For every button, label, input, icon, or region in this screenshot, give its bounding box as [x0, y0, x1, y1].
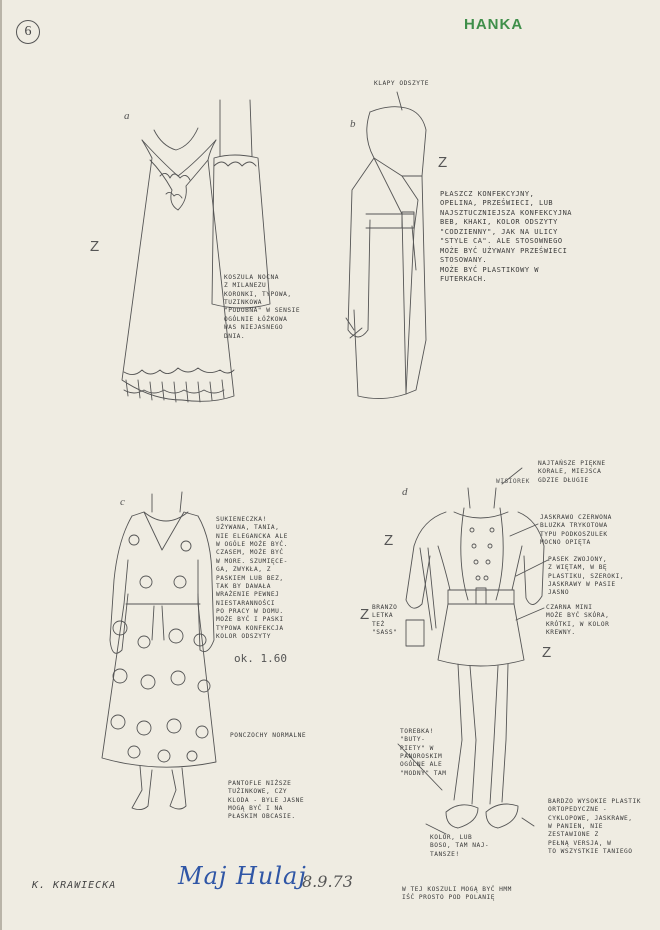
figure-d-necklace-label: WISIOREK: [496, 478, 530, 485]
figure-d-mark-1: Z: [384, 532, 394, 549]
figure-b-mark: Z: [438, 154, 448, 171]
figure-a-mark: Z: [90, 238, 100, 255]
figure-d-letter: d: [402, 486, 408, 498]
figure-d-socks-note: KOLOR, LUB BOSO, TAM NAJ- TANSZE!: [430, 834, 490, 858]
figure-b-letter: b: [350, 118, 356, 130]
page-number: 6: [16, 20, 40, 44]
figure-c-slippers-note: PANTOFLE NIŻSZE TUŻINKOWE, CZY KLODA - BYLE JASNE MOGĄ BYĆ I NA PŁASKIM OBCASIE.: [228, 780, 305, 821]
figure-d-mark-2: Z: [360, 606, 370, 623]
character-name: HANKA: [464, 16, 524, 33]
figure-d-shoes-note: BARDZO WYSOKIE PLASTIK ORTOPEDYCZNE - CYKLOPOWE, JASKRAWE, W PANIEN, NIE ZESTAWIONE Z PEŁNĄ VERSJA, W TO WSZYSTKIE TANIEGO: [548, 798, 641, 856]
signature-date: 8.9.73: [302, 872, 353, 891]
approval-signature: Maj Hulaj: [178, 862, 307, 890]
figure-c-height-label: ok. 1.60: [234, 652, 287, 665]
figure-c-letter: c: [120, 496, 125, 508]
figure-d-mark-3: Z: [542, 644, 552, 661]
figure-d-bag-left-note: BRANZO LETKA TEŻ "SASS": [372, 604, 398, 637]
figure-c-stockings-note: PONCZOCHY NORMALNE: [230, 732, 307, 739]
figure-d-bag-note: TOREBKA! "BUTY- PIETY" W PANOROSKIM OGÓLNE ALE "MODNY" TAM: [400, 728, 447, 777]
figure-d-belt-note: PASEK ZWOJONY, Z WIĘTAM, W BĘ PLASTIKU, SZEROKI, JASKRAWY W PASIE JASNO: [548, 556, 625, 597]
figure-a-note: KOSZULA NOCNA Z MILANEZU KORONKI, TYPOWA, TUZINKOWA "PODOBNA" W SENSIE OGÓLNIE ŁÓŻKOWA WAS NIEJASNEGO DNIA.: [224, 274, 301, 340]
figure-c-note: SUKIENECZKA! UŻYWANA, TANIA, NIE ELEGANCKA ALE W OGÓLE MOŻE BYĆ. CZASEM, MOŻE BYĆ W MORE. SZUMIĘCE- GA, ZWYKŁA, Z PASKIEM LUB BEZ, TAK BY DAWAŁA WRAŻENIE PEWNEJ NIESTARANNOŚCI PO PRACY W DOMU. MOŻE BYĆ I PASKI TYPOWA KONFEKCJA KOLOR ODSZYTY: [216, 516, 288, 641]
figure-d-skirt-note: CZARNA MINI MOŻE BYĆ SKÓRA, KRÓTKI, W KOLOR KREWNY.: [546, 604, 610, 637]
figure-d-necklace-note: NAJTAŃSZE PIĘKNE KORALE, MIEJSCA GDZIE DŁUGIE: [538, 460, 606, 484]
figure-a-letter: a: [124, 110, 130, 122]
designer-name: K. KRAWIECKA: [32, 880, 117, 891]
figure-d-blouse-note: JASKRAWO CZERWONA BLUZKA TRYKOTOWA TYPU PODKOSZULEK MOCNO OPIĘTA: [540, 514, 612, 547]
figure-b-note: PŁASZCZ KONFEKCYJNY, OPELINA, PRZEŚWIECI, LUB NAJSZTUCZNIEJSZA KONFEKCYJNA BEB, KHAKI, KOLOR ODSZYTY "CODZIENNY", JAK NA ULICY "STYLE CA". ALE STOSOWNEGO MOŻE BYĆ UŻYWANY PRZEŚWIECI STOSOWANY. MOŻE BYĆ PLASTIKOWY W FUTERKACH.: [440, 190, 573, 283]
figure-b-top-note: KLAPY ODSZYTE: [374, 80, 429, 87]
figure-d-bottom-note: W TEJ KOSZULI MOGĄ BYĆ HMM IŚĆ PROSTO POD POLANIĘ: [402, 886, 512, 902]
